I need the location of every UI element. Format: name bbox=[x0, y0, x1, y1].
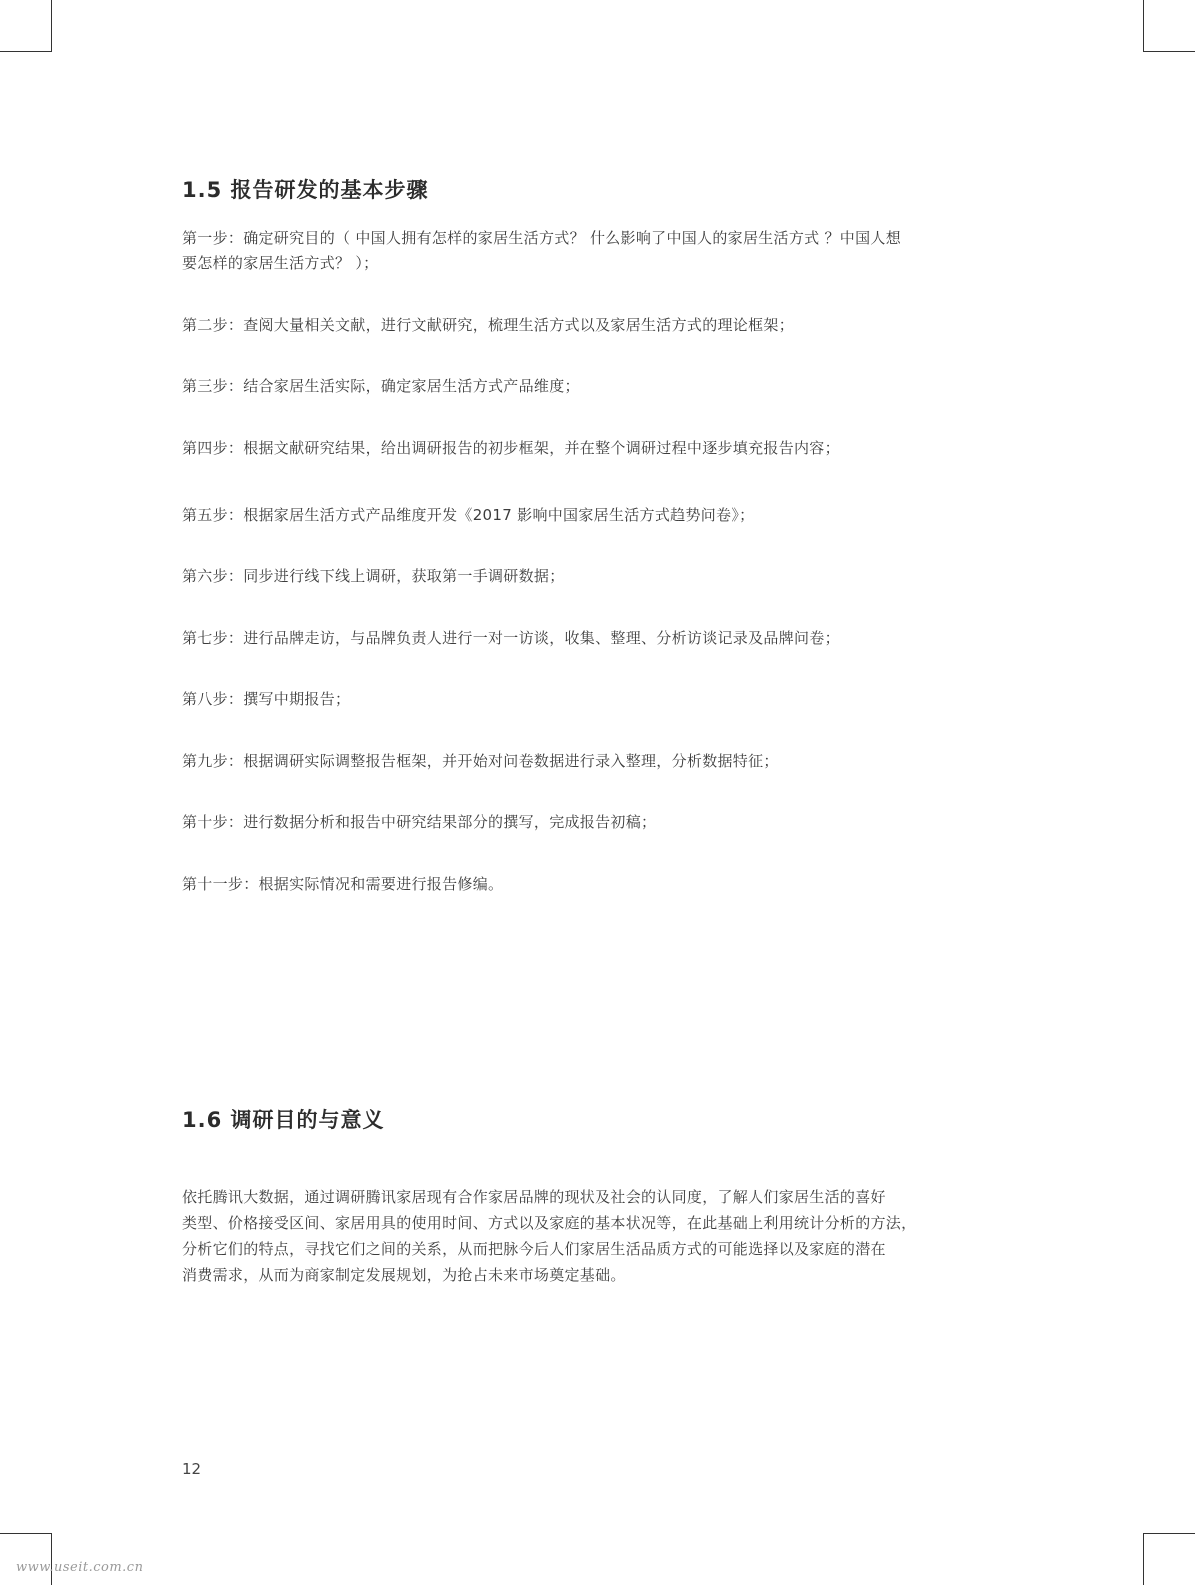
step-item-8: 第八步：撰写中期报告； bbox=[182, 690, 351, 708]
paragraph-line-1: 依托腾讯大数据，通过调研腾讯家居现有合作家居品牌的现状及社会的认同度，了解人们家居生活的喜好 bbox=[182, 1188, 886, 1206]
step-item-7: 第七步：进行品牌走访，与品牌负责人进行一对一访谈，收集、整理、分析访谈记录及品牌问卷； bbox=[182, 629, 840, 647]
step-item-2: 第二步：查阅大量相关文献，进行文献研究，梳理生活方式以及家居生活方式的理论框架； bbox=[182, 316, 795, 334]
step-item-3: 第三步：结合家居生活实际，确定家居生活方式产品维度； bbox=[182, 377, 580, 395]
section-heading-1-5: 1.5 报告研发的基本步骤 bbox=[182, 178, 429, 202]
paragraph-line-3: 分析它们的特点，寻找它们之间的关系，从而把脉今后人们家居生活品质方式的可能选择以及家庭的潜在 bbox=[182, 1240, 886, 1258]
step-item-5: 第五步：根据家居生活方式产品维度开发《2017 影响中国家居生活方式趋势问卷》； bbox=[182, 506, 755, 524]
step-1-line-2: 要怎样的家居生活方式？ ）； bbox=[182, 254, 379, 272]
paragraph-line-4: 消费需求，从而为商家制定发展规划，为抢占未来市场奠定基础。 bbox=[182, 1266, 626, 1284]
step-item-4: 第四步：根据文献研究结果，给出调研报告的初步框架，并在整个调研过程中逐步填充报告内容； bbox=[182, 439, 840, 457]
crop-mark-top-right bbox=[1143, 0, 1195, 52]
step-item-9: 第九步：根据调研实际调整报告框架，并开始对问卷数据进行录入整理，分析数据特征； bbox=[182, 752, 779, 770]
crop-mark-bottom-left bbox=[0, 1533, 52, 1585]
step-item-10: 第十步：进行数据分析和报告中研究结果部分的撰写，完成报告初稿； bbox=[182, 813, 657, 831]
page-number: 12 bbox=[182, 1460, 202, 1478]
crop-mark-bottom-right bbox=[1143, 1533, 1195, 1585]
watermark: www.useit.com.cn bbox=[16, 1560, 144, 1575]
paragraph-line-2: 类型、价格接受区间、家居用具的使用时间、方式以及家庭的基本状况等，在此基础上利用统计分析的方法， bbox=[182, 1214, 917, 1232]
step-1-line-1: 第一步：确定研究目的（ 中国人拥有怎样的家居生活方式？ 什么影响了中国人的家居生活方式 ？中国人想 bbox=[182, 229, 902, 247]
step-item-1 bbox=[182, 226, 992, 276]
step-item-11: 第十一步：根据实际情况和需要进行报告修编。 bbox=[182, 875, 504, 893]
crop-mark-top-left bbox=[0, 0, 52, 52]
section-heading-1-6: 1.6 调研目的与意义 bbox=[182, 1108, 385, 1132]
step-item-6: 第六步：同步进行线下线上调研，获取第一手调研数据； bbox=[182, 567, 565, 585]
purpose-paragraph bbox=[182, 1184, 992, 1288]
